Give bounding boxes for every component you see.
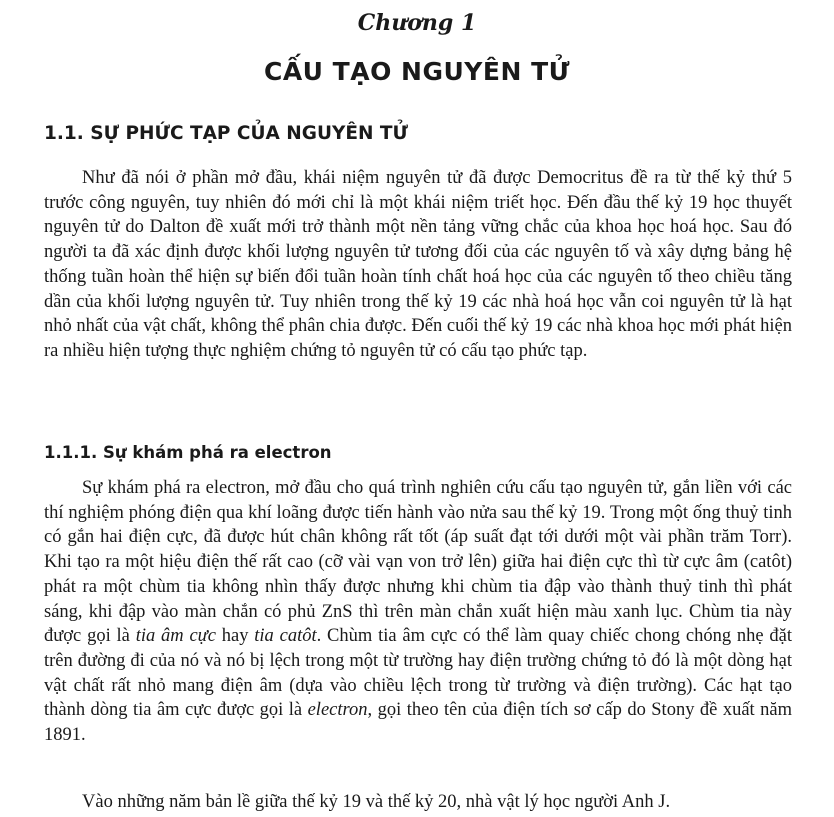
term-cathode-ray-alt: tia catôt — [254, 626, 317, 647]
chapter-title: CẤU TẠO NGUYÊN TỬ — [263, 57, 571, 86]
term-cathode-ray-vi: tia âm cực — [135, 626, 216, 647]
next-paragraph-start: Vào những năm bản lề giữa thế kỷ 19 và thế kỷ 20, nhà vật lý học người Anh J. — [82, 792, 671, 812]
term-electron: electron — [307, 700, 368, 721]
paragraph-text-c: , gọi theo tên của điện tích sơ cấp do Stony đề xuất năm 1891. — [44, 700, 792, 746]
section-paragraph: Như đã nói ở phần mở đầu, khái niệm nguyên tử đã được Democritus đề ra từ thế kỷ thứ 5 trước công nguyên, tuy nhiên đó mới chỉ là một khái niệm triết học. Đến đầu thế kỷ 19 học thuyết nguyên tử do Dalton đề xuất mới trở thành một nền tảng vững chắc của khoa học hoá học. Sau đó người ta đã xác định được khối lượng nguyên tử tương đối của các nguyên tố và xây dựng bảng hệ thống tuần hoàn thể hiện sự biến đổi tuần hoàn tính chất hoá học của các nguyên tố theo chiều tăng dần của khối lượng nguyên tử. Tuy nhiên trong thế kỷ 19 các nhà hoá học vẫn coi nguyên tử là hạt nhỏ nhất của vật chất, không thể phân chia được. Đến cuối thế kỷ 19 các nhà khoa học mới phát hiện ra nhiều hiện tượng thực nghiệm chứng tỏ nguyên tử có cấu tạo phức tạp. — [44, 168, 792, 361]
paragraph-text-b: . Chùm tia âm cực có thể làm quay chiếc chong chóng nhẹ đặt trên đường đi của nó và nó bị lệch trong một từ trường hay điện trường chứng tỏ đó là một dòng hạt vật chất rất nhỏ mang điện âm (dựa vào chiều lệch trong từ trường và điện trường). Các hạt tạo thành dòng tia âm cực được gọi là — [44, 626, 792, 721]
subsection-heading: 1.1.1. Sự khám phá ra electron — [44, 443, 332, 462]
section-heading: 1.1. SỰ PHỨC TẠP CỦA NGUYÊN TỬ — [44, 123, 408, 144]
paragraph-text-a: Sự khám phá ra electron, mở đầu cho quá trình nghiên cứu cấu tạo nguyên tử, gắn liền với các thí nghiệm phóng điện qua khí loãng được tiến hành vào nửa sau thế kỷ 19. Trong một ống thuỷ tinh có gắn hai điện cực, đã được hút chân không rất tốt (áp suất đạt tới dưới một vài phần trăm Torr). Khi tạo ra một hiệu điện thế rất cao (cỡ vài vạn von trở lên) giữa hai điện cực thì từ cực âm (catôt) phát ra một chùm tia không nhìn thấy được nhưng khi chùm tia đập vào thành thuỷ tinh thì phát sáng, khi đập vào màn chắn có phủ ZnS thì trên màn chắn xuất hiện màu xanh lục. Chùm tia này được gọi là — [44, 478, 792, 647]
chapter-label: Chương 1 — [357, 10, 477, 36]
subsection-paragraph — [44, 476, 792, 748]
paragraph-connector: hay — [215, 626, 255, 647]
